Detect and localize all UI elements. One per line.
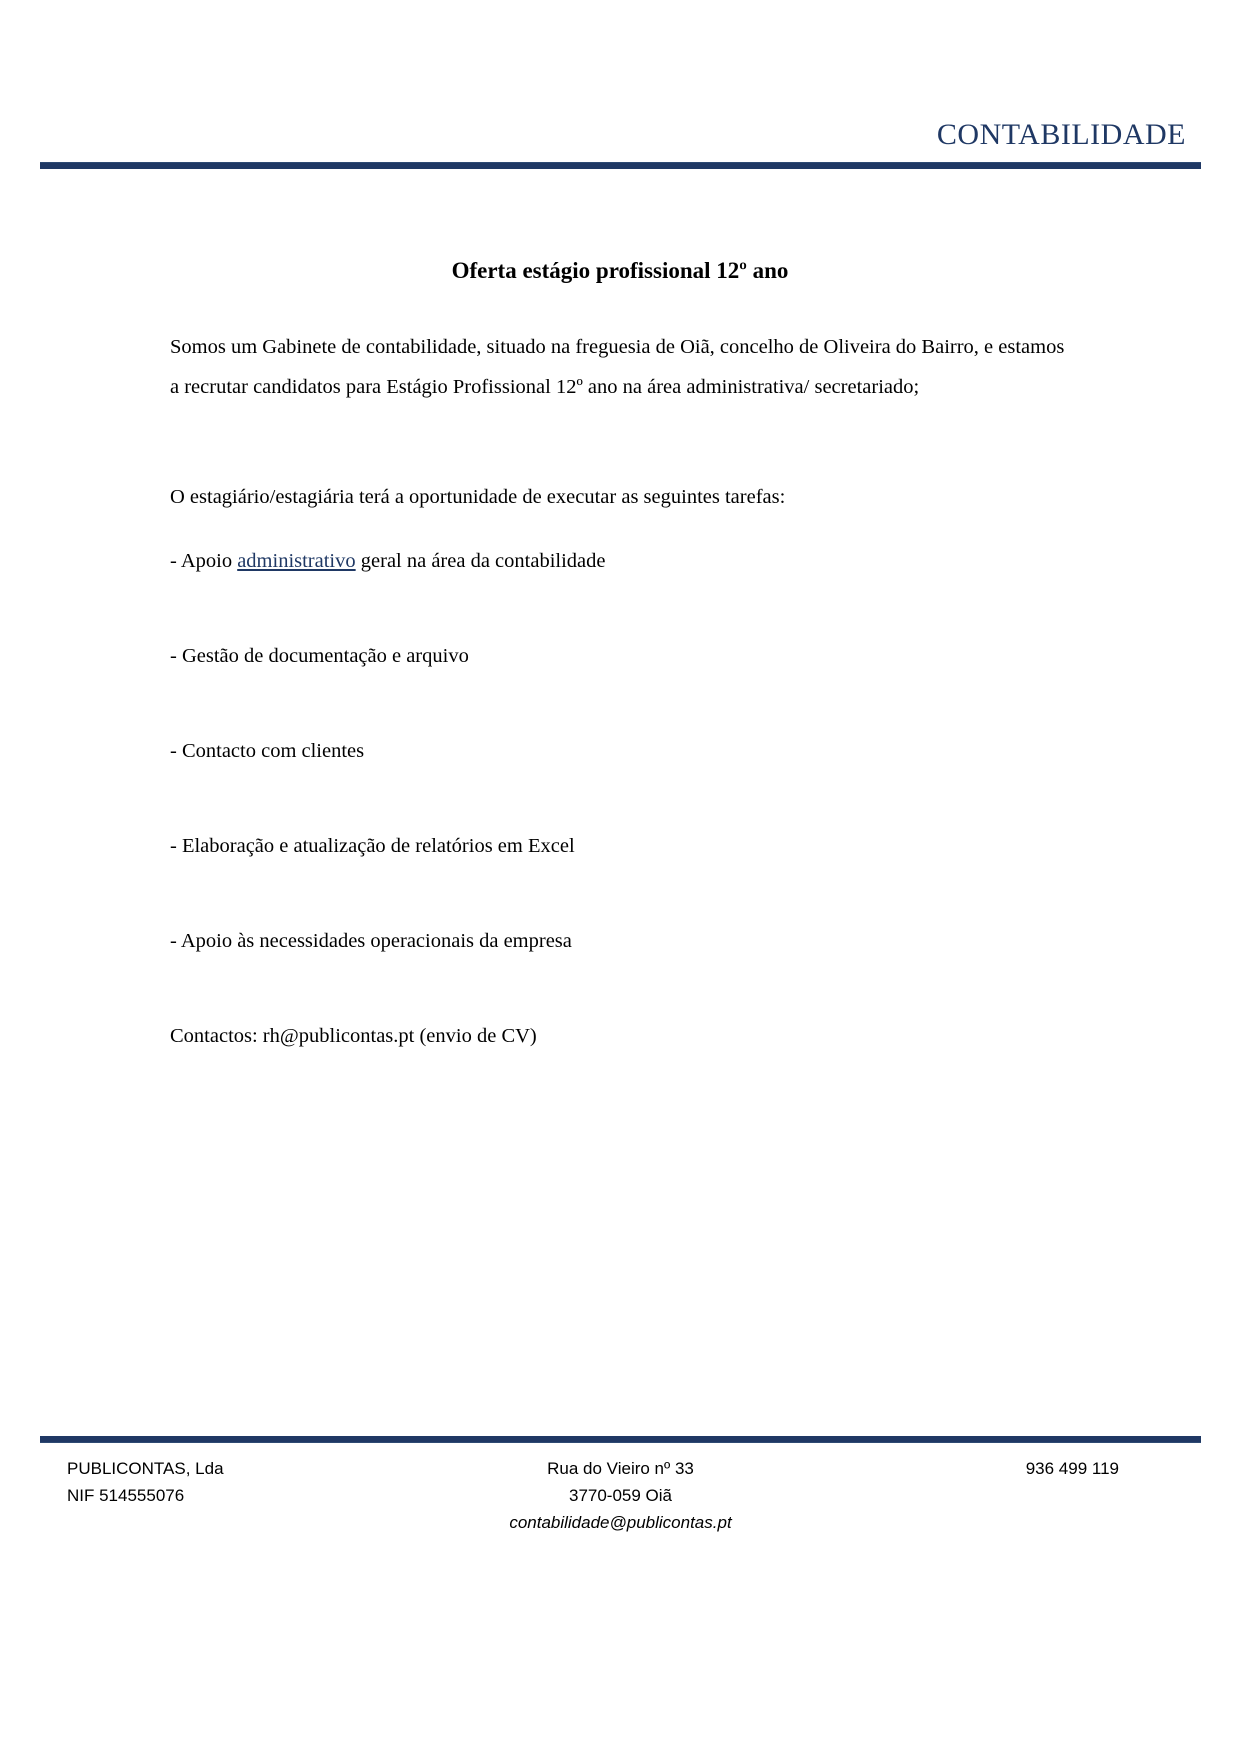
footer-phone: 936 499 119: [1025, 1459, 1119, 1478]
task-item-5: - Apoio às necessidades operacionais da empresa: [170, 929, 572, 952]
task-1-prefix: - Apoio: [170, 549, 238, 572]
intro-paragraph: Somos um Gabinete de contabilidade, situado na freguesia de Oiã, concelho de Oliveira do Bairro, e estamos a recrutar candidatos para Estágio Profissional 12º ano na área administrativa/ secretariado;: [170, 336, 1065, 399]
header-divider: [40, 162, 1201, 169]
contacts-line: Contactos: rh@publicontas.pt (envio de CV): [170, 1024, 537, 1047]
task-1-suffix: geral na área da contabilidade: [355, 549, 606, 572]
task-item-1: [170, 542, 1070, 581]
footer-address-line-2: 3770-059 Oiã: [568, 1486, 673, 1506]
task-item-2: - Gestão de documentação e arquivo: [170, 644, 469, 667]
spacer: [170, 518, 1070, 542]
task-item-4: - Elaboração e atualização de relatórios em Excel: [170, 834, 575, 857]
spacer: [170, 416, 1070, 478]
footer-phone-block: [1026, 1455, 1119, 1482]
footer-columns: [40, 1455, 1201, 1547]
footer-divider: [40, 1436, 1201, 1443]
task-item-3: - Contacto com clientes: [170, 739, 365, 762]
page-title: Oferta estágio profissional 12º ano: [451, 258, 789, 283]
footer-company-name: PUBLICONTAS, Lda: [67, 1459, 224, 1478]
footer-email[interactable]: contabilidade@publicontas.pt: [509, 1513, 732, 1533]
page-footer: [40, 1436, 1201, 1547]
footer-address-line-1: Rua do Vieiro nº 33: [547, 1459, 694, 1478]
tasks-lead-text: O estagiário/estagiária terá a oportunidade de executar as seguintes tarefas:: [170, 485, 786, 508]
header-title: CONTABILIDADE: [936, 118, 1186, 151]
document-body: [170, 255, 1070, 1056]
page-header: [40, 118, 1201, 174]
administrativo-link[interactable]: administrativo: [237, 549, 356, 572]
footer-nif: NIF 514555076: [67, 1486, 185, 1506]
